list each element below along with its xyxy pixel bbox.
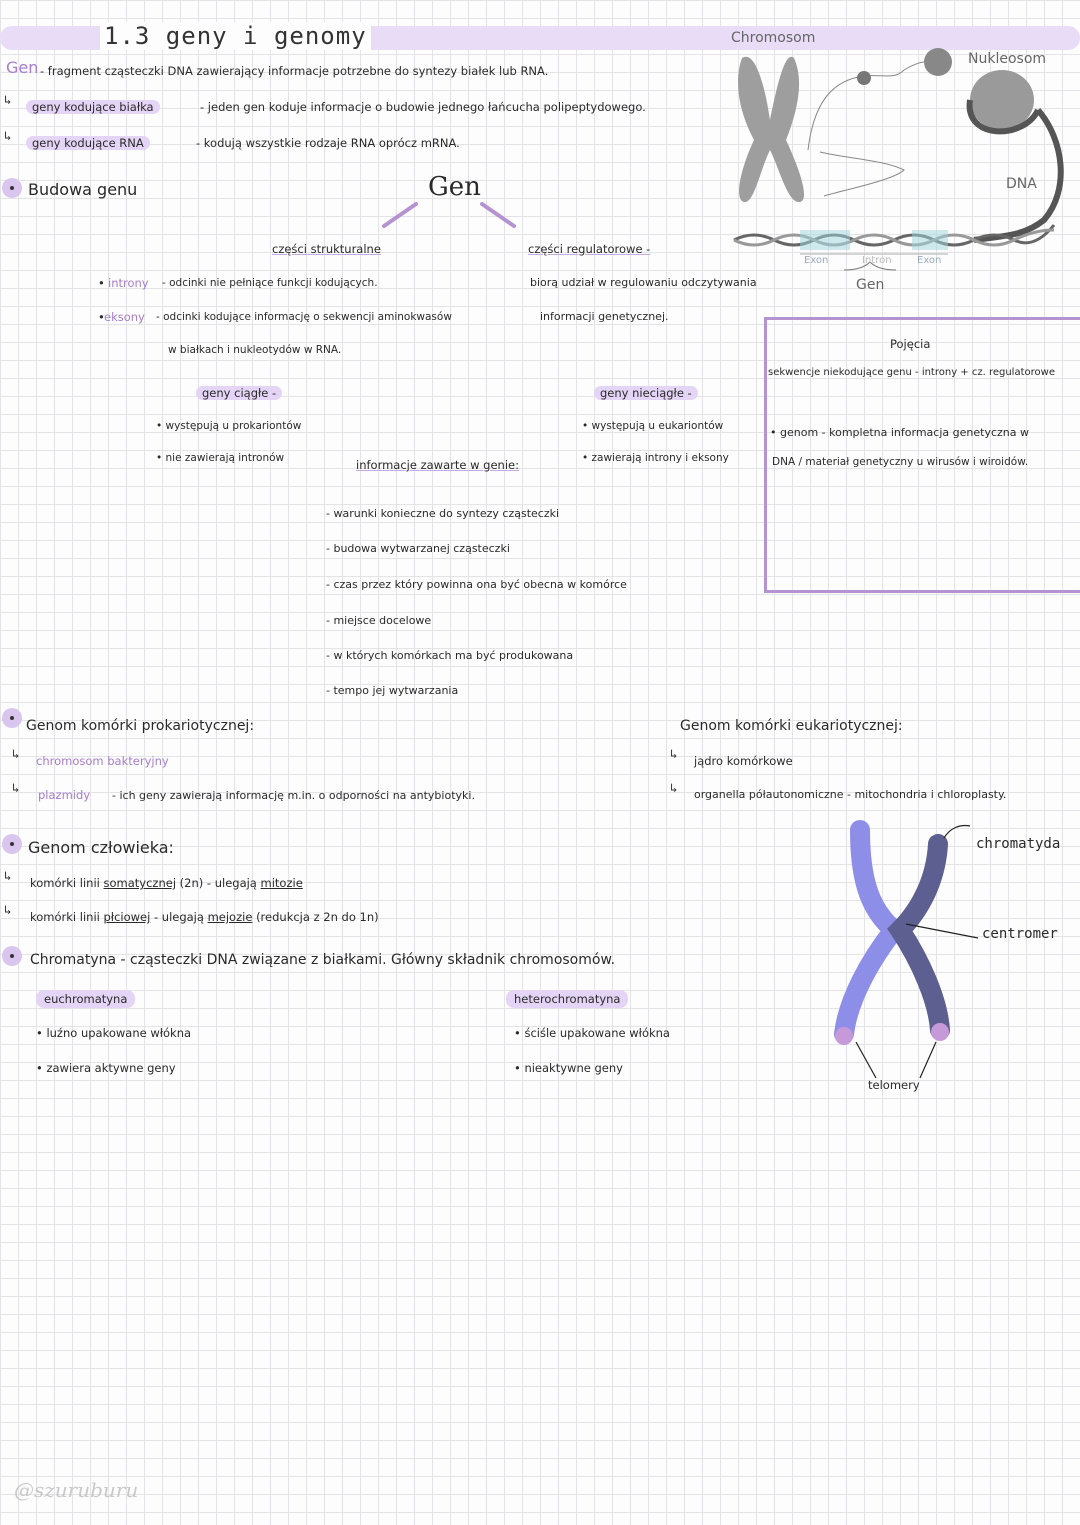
regulatorowe-text-2: informacji genetycznej. xyxy=(540,310,669,323)
budowa-heading: Budowa genu xyxy=(28,180,138,199)
pojecia-item-1: sekwencje niekodujące genu - introny + cz. regulatorowe xyxy=(768,367,1055,378)
info-item: - warunki konieczne do syntezy cząsteczki xyxy=(326,507,560,520)
label-chromosom: Chromosom xyxy=(731,30,816,46)
label-chromatyda: chromatyda xyxy=(976,836,1061,852)
plazmidy-word: plazmidy xyxy=(38,788,91,802)
label-dna: DNA xyxy=(1006,176,1037,192)
pojecia-title: Pojęcia xyxy=(890,337,931,351)
heterochromatyna: heterochromatyna xyxy=(506,990,628,1008)
pojecia-item-2b: DNA / materiał genetyczny u wirusów i wiroidów. xyxy=(772,456,1029,468)
ciagle-item-1: • występują u prokariontów xyxy=(156,420,302,432)
jadro-komorkowe: jądro komórkowe xyxy=(694,754,793,768)
czesci-strukturalne: części strukturalne xyxy=(272,242,381,256)
chromosome-drawing xyxy=(820,820,980,1090)
prokariota-heading: Genom komórki prokariotycznej: xyxy=(26,718,255,734)
page-title: 1.3 geny i genomy xyxy=(100,22,371,50)
czlowiek-heading: Genom człowieka: xyxy=(28,838,174,857)
nieciagle-item-2: • zawierają introny i eksony xyxy=(582,452,729,464)
introny-text: - odcinki nie pełniące funkcji kodujących. xyxy=(162,277,378,289)
bullet: • xyxy=(98,276,105,290)
plazmidy-text: - ich geny zawierają informację m.in. o odporności na antybiotyki. xyxy=(112,789,475,802)
pojecia-box xyxy=(764,317,1080,593)
label-nukleosom: Nukleosom xyxy=(968,51,1047,67)
bullet-dot xyxy=(2,946,22,966)
eu-item-2: • zawiera aktywne geny xyxy=(36,1061,176,1075)
informacje-heading: informacje zawarte w genie: xyxy=(356,458,519,472)
introny-word: introny xyxy=(108,276,149,290)
gen-word: Gen xyxy=(6,58,39,77)
arrow-icon: ↳ xyxy=(670,746,678,761)
label-gen: Gen xyxy=(856,277,885,293)
ciagle-item-2: • nie zawierają intronów xyxy=(156,452,285,464)
geny-kodujace-bialka-text: - jeden gen koduje informacje o budowie jednego łańcucha polipeptydowego. xyxy=(200,100,646,114)
label-intron: Intron xyxy=(862,255,892,266)
arrow-icon: ↳ xyxy=(4,128,12,143)
label-exon-1: Exon xyxy=(804,255,829,266)
arrow-icon: ↳ xyxy=(4,92,12,107)
organella: organella półautonomiczne - mitochondria i chloroplasty. xyxy=(694,788,1007,801)
bullet: • xyxy=(98,310,105,324)
pojecia-item-2a: • genom - kompletna informacja genetyczna w xyxy=(770,426,1029,439)
arrow-icon: ↳ xyxy=(4,868,12,883)
branch-lines xyxy=(380,198,520,232)
gen-center: Gen xyxy=(428,172,481,202)
czesci-regulatorowe: części regulatorowe - xyxy=(528,242,651,256)
arrow-icon: ↳ xyxy=(4,902,12,917)
eukariota-heading: Genom komórki eukariotycznej: xyxy=(680,718,903,734)
info-item: - miejsce docelowe xyxy=(326,614,432,627)
chromatyna-definition: Chromatyna - cząsteczki DNA związane z białkami. Główny składnik chromosomów. xyxy=(30,952,616,968)
label-centromer: centromer xyxy=(982,926,1058,942)
linia-plciowa: komórki linii płciowej - ulegają mejozie (redukcja z 2n do 1n) xyxy=(30,910,379,924)
info-item: - budowa wytwarzanej cząsteczki xyxy=(326,542,510,555)
eu-item-1: • luźno upakowane włókna xyxy=(36,1026,192,1040)
label-telomery: telomery xyxy=(868,1078,920,1092)
watermark: @szuruburu xyxy=(14,1478,139,1502)
euchromatyna: euchromatyna xyxy=(36,990,135,1008)
bullet-dot xyxy=(2,708,22,728)
arrow-icon: ↳ xyxy=(12,780,20,795)
linia-somatyczna: komórki linii somatycznej (2n) - ulegają mitozie xyxy=(30,876,303,890)
geny-ciagle: geny ciągłe - xyxy=(196,386,282,400)
arrow-icon: ↳ xyxy=(12,746,20,761)
geny-nieciagle: geny nieciągłe - xyxy=(594,386,698,400)
bullet-dot xyxy=(2,178,22,198)
hetero-item-1: • ściśle upakowane włókna xyxy=(514,1026,670,1040)
arrow-icon: ↳ xyxy=(670,780,678,795)
eksony-text-2: w białkach i nukleotydów w RNA. xyxy=(168,344,342,356)
bullet-dot xyxy=(2,834,22,854)
label-exon-2: Exon xyxy=(917,255,942,266)
hetero-item-2: • nieaktywne geny xyxy=(514,1061,623,1075)
info-item: - czas przez który powinna ona być obecna w komórce xyxy=(326,578,627,591)
nieciagle-item-1: • występują u eukariontów xyxy=(582,420,724,432)
geny-kodujace-rna: geny kodujące RNA xyxy=(26,136,150,150)
info-item: - tempo jej wytwarzania xyxy=(326,684,459,697)
geny-kodujace-bialka: geny kodujące białka xyxy=(26,100,160,114)
geny-kodujace-rna-text: - kodują wszystkie rodzaje RNA oprócz mRNA. xyxy=(196,136,460,150)
info-item: - w których komórkach ma być produkowana xyxy=(326,649,574,662)
chromosome-dna-diagram xyxy=(724,40,1080,300)
eksony-text: - odcinki kodujące informację o sekwencji aminokwasów xyxy=(156,311,452,323)
regulatorowe-text-1: biorą udział w regulowaniu odczytywania xyxy=(530,276,757,289)
eksony-word: eksony xyxy=(104,310,145,324)
gen-definition: - fragment cząsteczki DNA zawierający informacje potrzebne do syntezy białek lub RNA. xyxy=(40,64,549,78)
chromosom-bakteryjny: chromosom bakteryjny xyxy=(36,754,169,768)
